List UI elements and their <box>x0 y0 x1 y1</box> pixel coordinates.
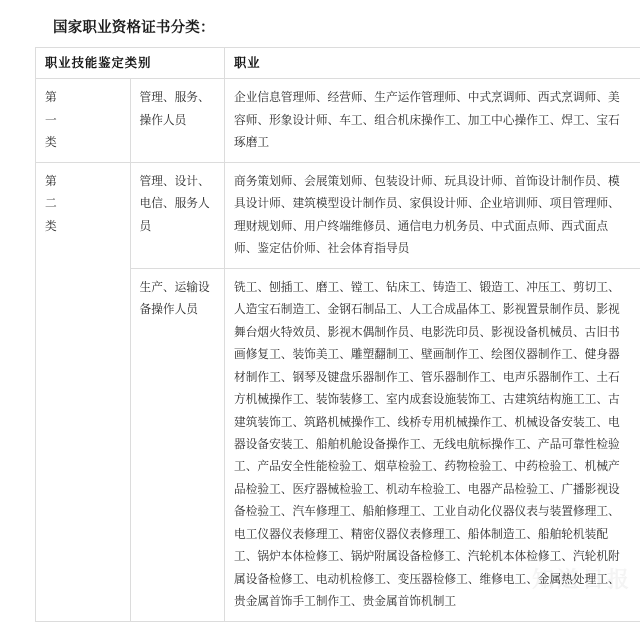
classification-table <box>35 47 640 622</box>
table-row <box>36 79 640 162</box>
category-name-cell-3: 生产、运输设备操作人员 <box>130 268 225 621</box>
occupation-list-cell-2: 商务策划师、会展策划师、包装设计师、玩具设计师、首饰设计制作员、模具设计师、建筑模型设计制作员、家俱设计师、企业培训师、项目管理师、理财规划师、用户终端维修员、通信电力机务员、中式面点师、西式面点师、鉴定估价师、社会体育指导员 <box>225 162 640 268</box>
table-row <box>36 162 640 268</box>
category-name-cell-1: 管理、服务、操作人员 <box>130 79 225 162</box>
table-body <box>36 79 640 621</box>
category-name-cell-2: 管理、设计、电信、服务人员 <box>130 162 225 268</box>
occupation-list-cell-1: 企业信息管理师、经营师、生产运作管理师、中式烹调师、西式烹调师、美容师、形象设计师、车工、组合机床操作工、加工中心操作工、焊工、宝石琢磨工 <box>225 79 640 162</box>
class-index-cell-1 <box>36 79 131 162</box>
occupation-list-cell-3: 铣工、刨插工、磨工、镗工、钻床工、铸造工、锻造工、冲压工、剪切工、人造宝石制造工、金钢石制品工、人工合成晶体工、影视置景制作员、影视舞台烟火特效员、影视木偶制作员、电影洗印员、影视设备机械员、古旧书画修复工、装饰美工、雕塑翻制工、壁画制作工、绘图仪器制作工、健身器材制作工、钢琴及键盘乐器制作工、管乐器制作工、电声乐器制作工、土石方机械操作工、装饰装修工、室内成套设施装饰工、古建筑结构施工工、古建筑装饰工、筑路机械操作工、线桥专用机械操作工、机械设备安装工、电器设备安装工、船舶机舱设备操作工、无线电航标操作工、产品可靠性检验工、产品安全性能检验工、烟草检验工、药物检验工、中药检验工、机械产品检验工、医疗器械检验工、机动车检验工、电器产品检验工、广播影视设备检验工、汽车修理工、船舶修理工、工业自动化仪器仪表与装置修理工、电工仪器仪表修理工、精密仪器仪表修理工、船体制造工、船舶轮机装配工、锅炉本体检修工、锅炉附属设备检修工、汽轮机本体检修工、汽轮机附属设备检修工、电动机检修工、变压器检修工、维修电工、金属热处理工、贵金属首饰手工制作工、贵金属首饰机制工 <box>225 268 640 621</box>
table-header-row <box>36 48 640 79</box>
class-index-label-2: 第二类 <box>45 170 57 237</box>
watermark <box>532 570 632 592</box>
column-header-category: 职业技能鉴定类别 <box>36 48 225 79</box>
class-index-cell-2 <box>36 162 131 621</box>
class-index-label-1: 第一类 <box>45 86 57 153</box>
table-header <box>36 48 640 79</box>
page-title: 国家职业资格证书分类： <box>53 16 215 37</box>
column-header-occupation: 职业 <box>225 48 640 79</box>
